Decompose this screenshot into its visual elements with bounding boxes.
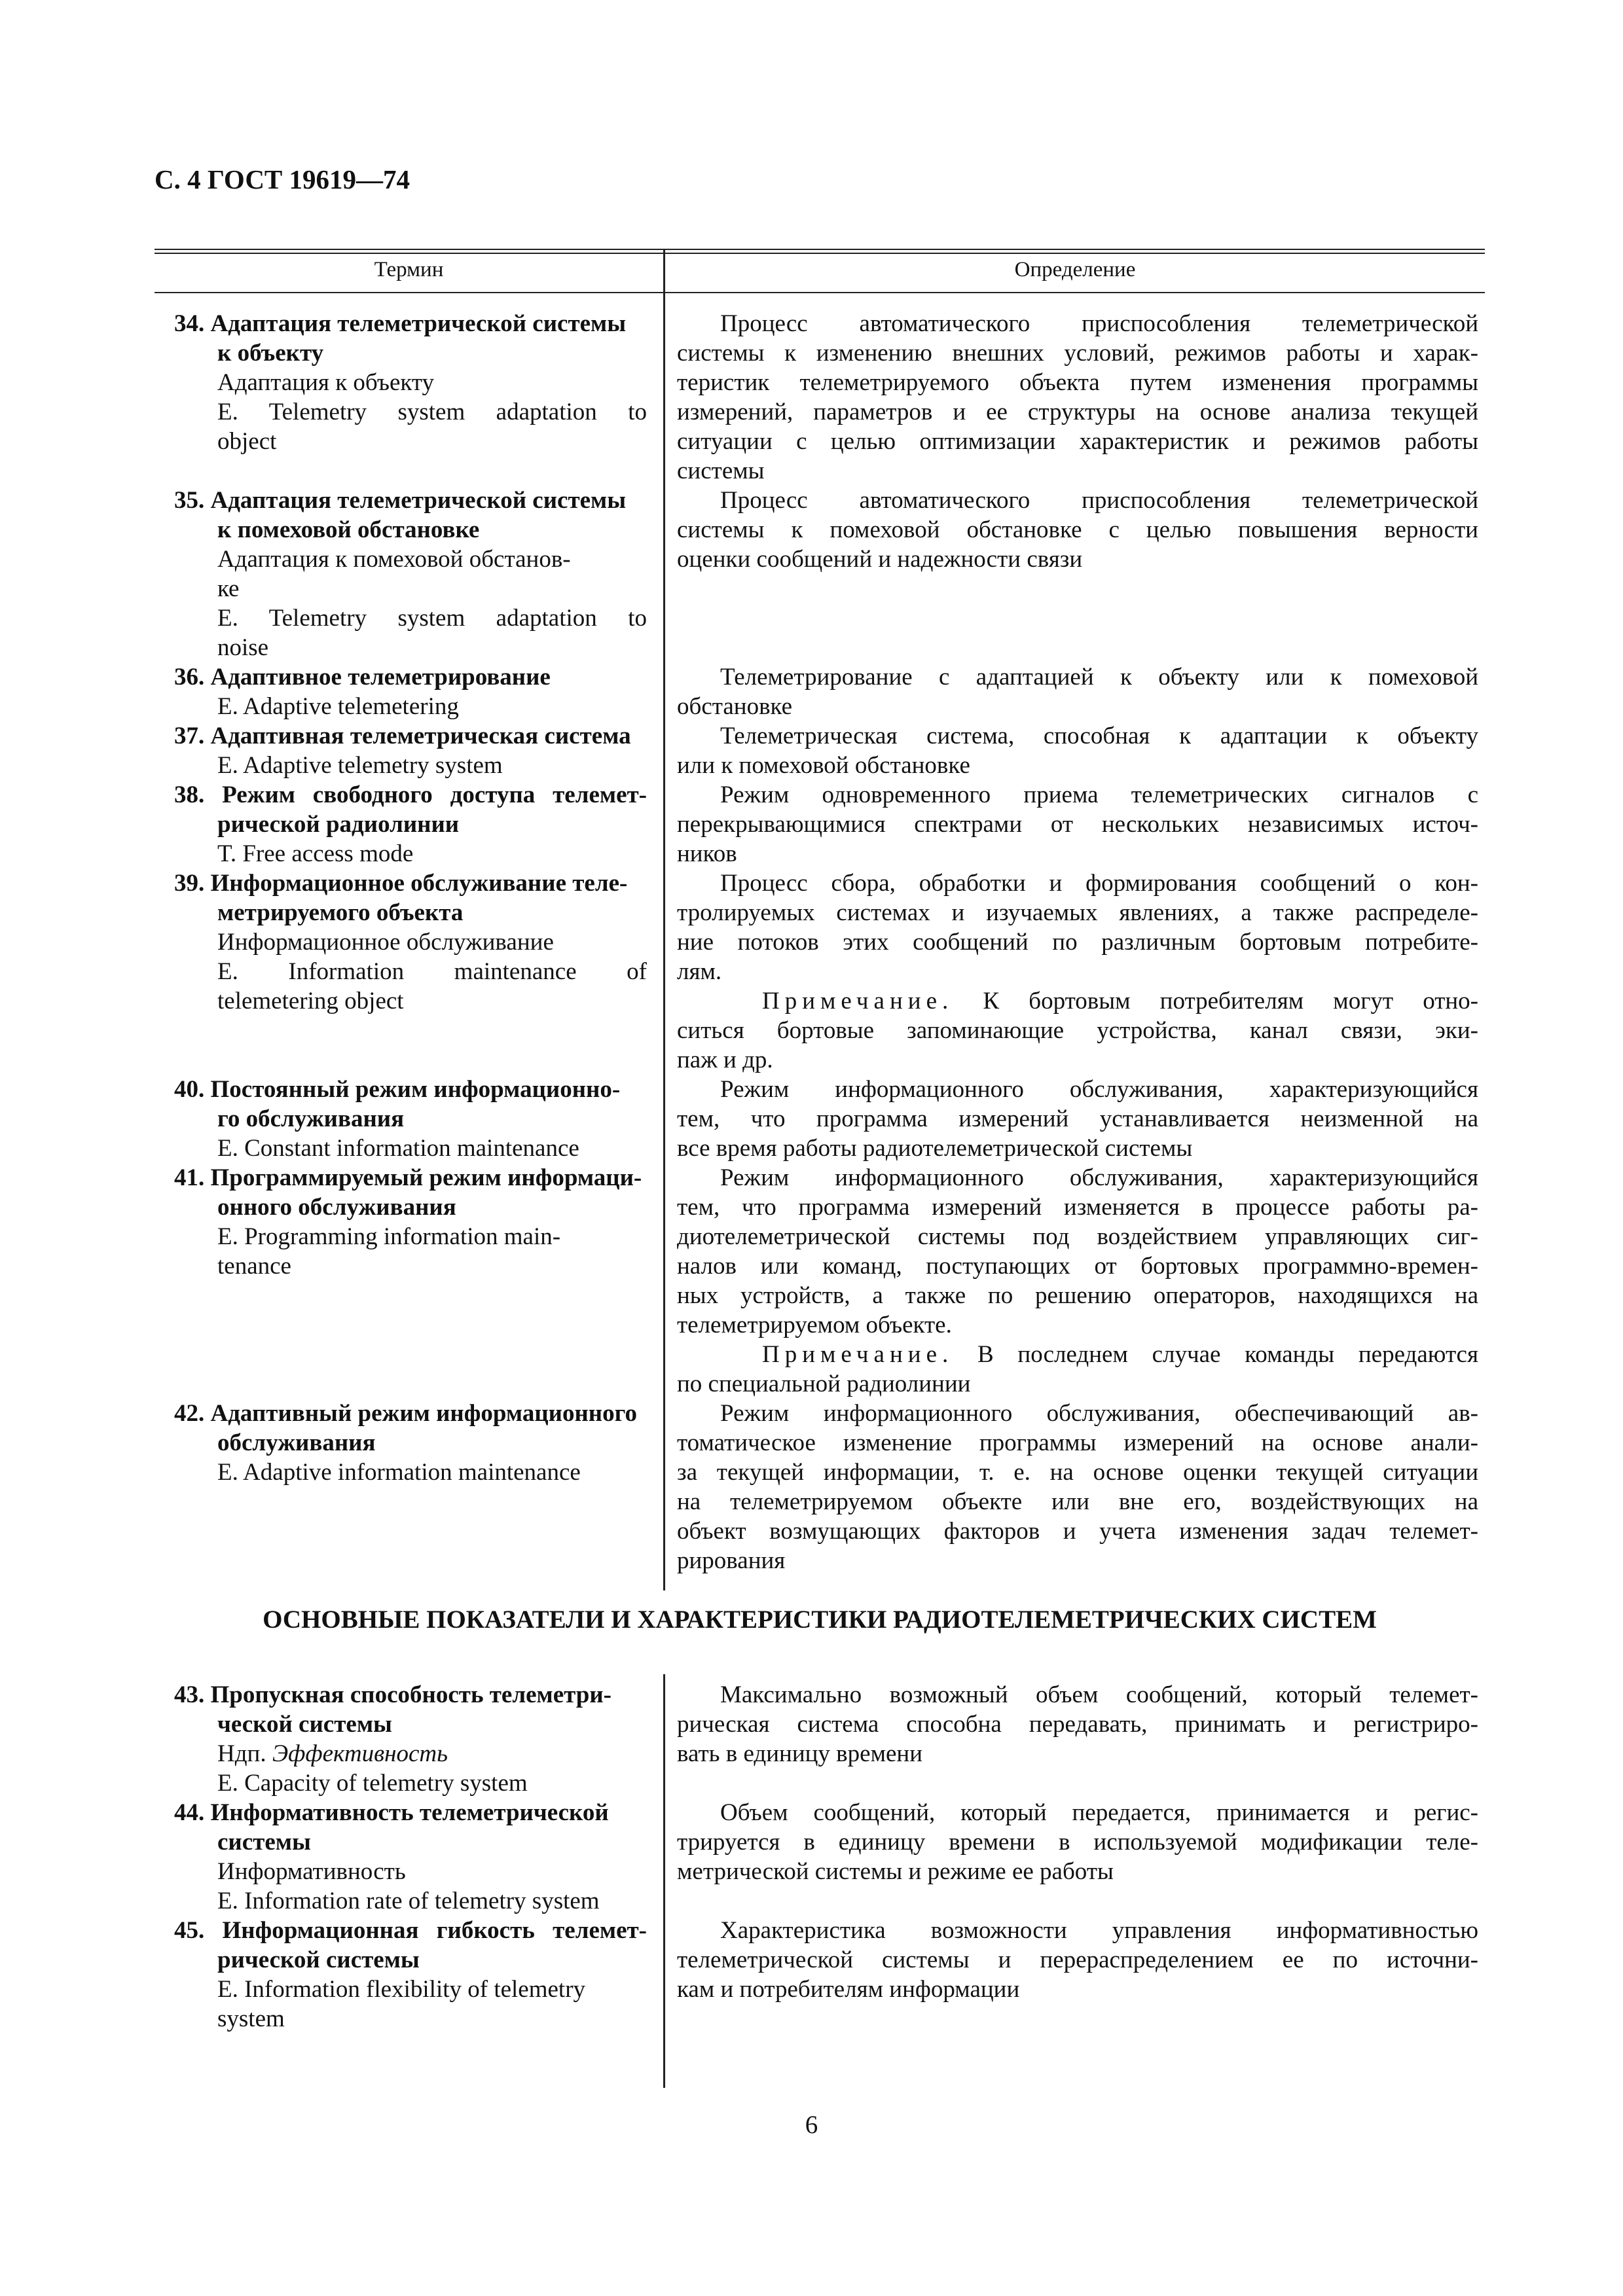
- term-entry-43: [174, 1680, 647, 1798]
- definition-note: Примечание. В последнем случае команды передаются: [762, 1341, 1479, 1368]
- term-title: рической системы: [217, 1946, 420, 1973]
- term-english: E. Telemetry system adaptation to: [217, 399, 647, 425]
- term-title: 34. Адаптация телеметрической системы: [174, 310, 627, 337]
- definition-line: измерений, параметров и ее структуры на основе анализа текущей: [677, 399, 1478, 425]
- term-title: 40. Постоянный режим информационно-: [174, 1076, 621, 1103]
- definition-line: на телеметрируемом объекте или вне его, воздействующих на: [677, 1488, 1478, 1515]
- term-entry-42: [174, 1399, 647, 1487]
- table-top-rule-1: [155, 249, 1485, 250]
- definition-entry-42: [677, 1399, 1478, 1575]
- term-english: system: [217, 2005, 285, 2032]
- definition-line: кам и потребителям информации: [677, 1976, 1020, 2003]
- table-header-rule: [155, 292, 1485, 293]
- definition-entry-45: [677, 1916, 1478, 2004]
- definition-line: вать в единицу времени: [677, 1740, 923, 1767]
- term-english: E. Programming information main-: [217, 1223, 561, 1250]
- definition-line: тем, что программа измерений изменяется в процессе работы ра-: [677, 1194, 1478, 1221]
- definition-line: оценки сообщений и надежности связи: [677, 546, 1083, 573]
- term-deprecated: Ндп. Эффективность: [217, 1740, 448, 1767]
- term-synonym: Информационное обслуживание: [217, 929, 554, 956]
- definition-line: Режим информационного обслуживания, характеризующийся: [720, 1164, 1478, 1191]
- definition-line: все время работы радиотелеметрической системы: [677, 1135, 1193, 1162]
- definition-note-line: паж и др.: [677, 1047, 773, 1073]
- term-entry-37: [174, 721, 647, 780]
- term-english: E. Adaptive information maintenance: [217, 1459, 581, 1486]
- definition-line: ситуации с целью оптимизации характеристик и режимов работы: [677, 428, 1478, 455]
- definition-entry-41: [677, 1163, 1478, 1399]
- definition-entry-36: [677, 662, 1478, 721]
- term-title: к объекту: [217, 340, 324, 367]
- definition-line: телеметрируемом объекте.: [677, 1312, 952, 1338]
- term-english: E. Telemetry system adaptation to: [217, 605, 647, 632]
- term-title: 38. Режим свободного доступа телемет-: [174, 781, 647, 808]
- term-entry-36: [174, 662, 647, 721]
- definition-note: Примечание. К бортовым потребителям могут отно-: [762, 988, 1478, 1014]
- definition-entry-37: [677, 721, 1478, 780]
- definition-line: или к помеховой обстановке: [677, 752, 970, 779]
- definition-line: налов или команд, поступающих от бортовых программно-времен-: [677, 1253, 1478, 1280]
- definition-line: Телеметрирование с адаптацией к объекту или к помеховой: [720, 664, 1478, 691]
- definition-line: ние потоков этих сообщений по различным бортовым потребите-: [677, 929, 1478, 956]
- term-title: 43. Пропускная способность телеметри-: [174, 1681, 612, 1708]
- term-title: 35. Адаптация телеметрической системы: [174, 487, 627, 514]
- definition-line: Режим информационного обслуживания, характеризующийся: [720, 1076, 1478, 1103]
- term-synonym: ке: [217, 575, 240, 602]
- term-synonym: Адаптация к помеховой обстанов-: [217, 546, 571, 573]
- term-title: ческой системы: [217, 1711, 392, 1738]
- definition-line: системы: [677, 457, 765, 484]
- definition-line: теристик телеметрируемого объекта путем изменения программы: [677, 369, 1478, 396]
- definition-note-line: по специальной радиолинии: [677, 1371, 971, 1397]
- definition-line: тем, что программа измерений устанавливается неизменной на: [677, 1105, 1478, 1132]
- definition-line: телеметрической системы и перераспределением ее по источни-: [677, 1946, 1478, 1973]
- definition-entry-43: [677, 1680, 1478, 1768]
- term-title: 44. Информативность телеметрической: [174, 1799, 609, 1826]
- definition-line: Процесс автоматического приспособления телеметрической: [720, 487, 1478, 514]
- definition-entry-38: [677, 780, 1478, 869]
- definition-line: ных устройств, а также по решению операторов, находящихся на: [677, 1282, 1478, 1309]
- definition-line: томатическое изменение программы измерений на основе анали-: [677, 1429, 1478, 1456]
- definition-entry-35: [677, 486, 1478, 574]
- term-english: tenance: [217, 1253, 291, 1280]
- term-entry-44: [174, 1798, 647, 1916]
- term-english: E. Constant information maintenance: [217, 1135, 579, 1162]
- definition-entry-40: [677, 1075, 1478, 1163]
- note-label: Примечание.: [762, 988, 954, 1014]
- term-english: noise: [217, 634, 269, 661]
- definition-line: системы к помеховой обстановке с целью повышения верности: [677, 516, 1478, 543]
- term-title: 36. Адаптивное телеметрирование: [174, 664, 551, 691]
- definition-line: Объем сообщений, который передается, принимается и регис-: [720, 1799, 1478, 1826]
- definition-line: Телеметрическая система, способная к адаптации к объекту: [720, 723, 1478, 749]
- column-divider: [663, 249, 665, 1590]
- definition-line: за текущей информации, т. е. на основе оценки текущей ситуации: [677, 1459, 1478, 1486]
- definition-column-header: Определение: [1014, 258, 1136, 281]
- definition-line: ников: [677, 840, 737, 867]
- definition-line: Режим одновременного приема телеметрических сигналов с: [720, 781, 1478, 808]
- definition-line: обстановке: [677, 693, 793, 720]
- term-entry-41: [174, 1163, 647, 1281]
- definition-line: Режим информационного обслуживания, обеспечивающий ав-: [720, 1400, 1478, 1427]
- term-english: T. Free access mode: [217, 840, 414, 867]
- term-english: E. Adaptive telemetering: [217, 693, 459, 720]
- definition-entry-44: [677, 1798, 1478, 1886]
- term-title: рической радиолинии: [217, 811, 460, 838]
- definition-line: объект возмущающих факторов и учета изменения задач телемет-: [677, 1518, 1478, 1545]
- term-title: 42. Адаптивный режим информационного: [174, 1400, 637, 1427]
- term-english: E. Information rate of telemetry system: [217, 1888, 600, 1914]
- definition-line: тролируемых системах и изучаемых явлениях, а также распределе-: [677, 899, 1478, 926]
- column-divider-section-2: [663, 1674, 665, 2088]
- term-english: E. Adaptive telemetry system: [217, 752, 503, 779]
- definition-line: Максимально возможный объем сообщений, который телемет-: [720, 1681, 1478, 1708]
- term-title: 45. Информационная гибкость телемет-: [174, 1917, 647, 1944]
- page-number: 6: [805, 2111, 818, 2139]
- term-title: го обслуживания: [217, 1105, 405, 1132]
- definition-line: Характеристика возможности управления информативностью: [720, 1917, 1478, 1944]
- definition-line: диотелеметрической системы под воздействием управляющих сиг-: [677, 1223, 1478, 1250]
- definition-line: трируется в единицу времени в используемой модификации теле-: [677, 1829, 1478, 1856]
- term-title: 37. Адаптивная телеметрическая система: [174, 723, 631, 749]
- definition-note-line: ситься бортовые запоминающие устройства, канал связи, эки-: [677, 1017, 1478, 1044]
- term-title: 41. Программируемый режим информаци-: [174, 1164, 642, 1191]
- note-label: Примечание.: [762, 1341, 954, 1368]
- term-column-header: Термин: [374, 258, 444, 281]
- table-top-rule-2: [155, 253, 1485, 254]
- section-title: ОСНОВНЫЕ ПОКАЗАТЕЛИ И ХАРАКТЕРИСТИКИ РАДИОТЕЛЕМЕТРИЧЕСКИХ СИСТЕМ: [263, 1605, 1377, 1634]
- term-entry-45: [174, 1916, 647, 2034]
- page-header: С. 4 ГОСТ 19619—74: [155, 164, 410, 194]
- term-title: метрируемого объекта: [217, 899, 464, 926]
- definition-line: системы к изменению внешних условий, режимов работы и харак-: [677, 340, 1478, 367]
- term-title: обслуживания: [217, 1429, 376, 1456]
- definition-line: лям.: [677, 958, 722, 985]
- term-english: E. Information maintenance of: [217, 958, 647, 985]
- definition-entry-39: [677, 869, 1478, 1075]
- definition-entry-34: [677, 309, 1478, 486]
- term-title: 39. Информационное обслуживание теле-: [174, 870, 628, 897]
- term-english: telemetering object: [217, 988, 404, 1014]
- term-entry-40: [174, 1075, 647, 1163]
- term-synonym: Адаптация к объекту: [217, 369, 435, 396]
- definition-line: Процесс автоматического приспособления телеметрической: [720, 310, 1478, 337]
- term-title: онного обслуживания: [217, 1194, 456, 1221]
- term-synonym: Информативность: [217, 1858, 406, 1885]
- term-english: E. Capacity of telemetry system: [217, 1770, 528, 1797]
- term-entry-39: [174, 869, 647, 1016]
- term-title: к помеховой обстановке: [217, 516, 480, 543]
- term-entry-35: [174, 486, 647, 662]
- term-entry-34: [174, 309, 647, 456]
- definition-line: перекрывающимися спектрами от нескольких независимых источ-: [677, 811, 1478, 838]
- term-title: системы: [217, 1829, 311, 1856]
- definition-line: рирования: [677, 1547, 786, 1574]
- definition-line: Процесс сбора, обработки и формирования сообщений о кон-: [720, 870, 1478, 897]
- definition-line: рическая система способна передавать, принимать и регистриро-: [677, 1711, 1478, 1738]
- term-english: E. Information flexibility of telemetry: [217, 1976, 586, 2003]
- term-entry-38: [174, 780, 647, 869]
- definition-line: метрической системы и режиме ее работы: [677, 1858, 1114, 1885]
- term-english: object: [217, 428, 277, 455]
